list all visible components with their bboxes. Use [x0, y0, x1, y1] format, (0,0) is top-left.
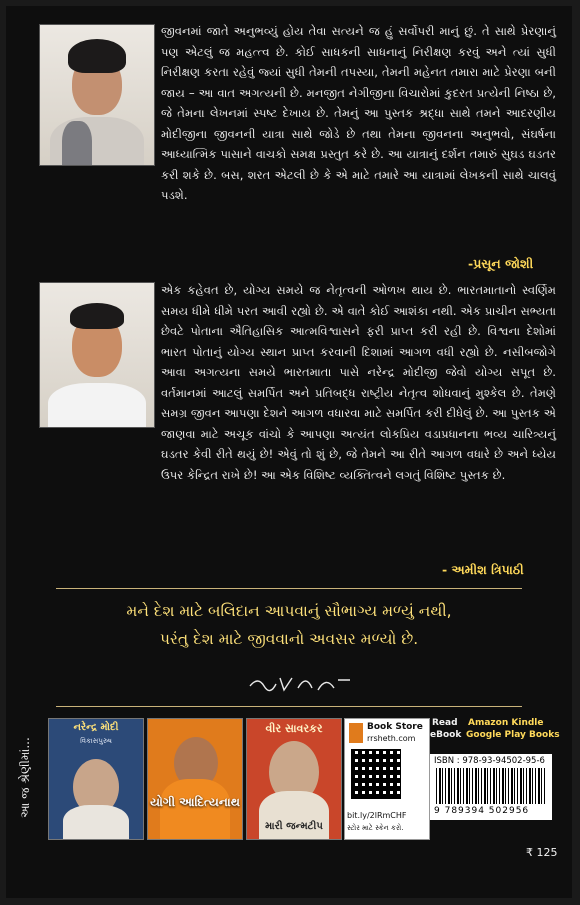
divider-bottom	[56, 706, 522, 707]
endorsement-signature-1: -પ્રસૂન જોશી	[468, 256, 534, 271]
book-cover-savarkar	[246, 718, 342, 840]
book-cover-modi	[48, 718, 144, 840]
book-title-3: વીર સાવરકર	[265, 722, 323, 735]
store-url: rrsheth.com	[367, 734, 416, 743]
ebook-platform-2: Google Play Books	[466, 730, 560, 740]
store-logo-icon	[349, 723, 363, 743]
ebook-platform-1: Amazon Kindle	[468, 718, 544, 728]
isbn-text: ISBN : 978-93-94502-95-6	[434, 756, 545, 766]
store-short-link[interactable]: bit.ly/2lRmCHF	[347, 811, 407, 820]
book-subtitle-1: વિકાસપુરુષ	[80, 737, 112, 745]
barcode-number: 9 789394 502956	[434, 806, 530, 816]
qr-code-icon[interactable]	[351, 749, 401, 799]
quote-line-2: પરંતુ દેશ માટે જીવવાનો અવસર મળ્યો છે.	[159, 630, 419, 648]
book-cover-yogi	[147, 718, 243, 840]
quote-line-1: મને દેશ માટે બલિદાન આપવાનું સૌભાગ્ય મળ્યું નથી,	[126, 602, 452, 620]
book-title-2: યોગી આદિત્યનાથ	[150, 795, 240, 809]
store-scan-note: સ્ટોર માટે સ્કેન કરો.	[347, 824, 404, 832]
barcode-block	[430, 754, 552, 820]
barcode-icon	[436, 768, 546, 804]
author-photo-amish	[39, 282, 155, 428]
book-subtitle-3: મારી જન્મટીપ	[265, 821, 323, 832]
handwritten-signature	[246, 670, 356, 696]
book-title-1: નરેન્દ્ર મોદી	[73, 722, 119, 733]
ebook-line-1: Read	[432, 718, 458, 728]
endorsement-paragraph-2: એક કહેવત છે, યોગ્ય સમયે જ નેતૃત્વની ઓળખ થાય છે. ભારતમાતાનો સ્વર્ણિમ સમય ધીમે ધીમે પરત આવી રહ્યો છે. એ વાતે કોઈ આશંકા નથી. એક પ્રાચીન સભ્યતા છેવટે પોતાના ઐતિહાસિક આત્મવિશ્વાસને ફરી પ્રાપ્ત કરી રહી છે. વિશ્વના દેશોમાં ભારત પોતાનું યોગ્ય સ્થાન પ્રાપ્ત કરવાની દિશામાં આગળ વધી રહ્યો છે. નસીબજોગે આવા અગત્યના સમયે ભારતમાતા પાસે નરેન્દ્ર મોદીજી જેવો યોગ્ય સપૂત છે. વર્તમાનમાં આટલું સમર્પિત અને પ્રતિબદ્ધ રાષ્ટ્રીય નેતૃત્વ શોધવાનું મુશ્કેલ છે. તેમણે સમગ્ર જીવન આપણા દેશને આગળ વધારવા માટે સમર્પિત કરી દીધેલું છે. આ પુસ્તક એ જાણવા માટે અચૂક વાંચો કે આપણા અત્યંત લોકપ્રિય વડાપ્રધાનના ભવ્ય ચારિત્ર્યનું ઘડતર કેવી રીતે થયું છે! એવું તો શું છે, જે તેમને આ રીતે આગળ વધારે છે અને ધ્યેય ઉપર કેન્દ્રિત રાખે છે! આ એક વિશિષ્ટ વ્યક્તિત્વને લગતું વિશિષ્ટ પુસ્તક છે.	[161, 283, 556, 482]
series-label: આ જ શ્રેણીમાં...	[18, 737, 32, 819]
store-name: Book Store	[367, 722, 423, 732]
endorsement-paragraph-1: જીવનમાં જાતે અનુભવ્યું હોય તેવા સત્યને જ હું સર્વોપરી માનું છું. તે સાથે પ્રેરણાનું પણ એટલું જ મહત્ત્વ છે. કોઈ સાધકની સાધનાનું નિરીક્ષણ કરવું અને ત્યાં સુધી નિરીક્ષણ કરતા રહેવું જ્યાં સુધી તેમની તપસ્યા, તેમની મહેનત તમારા માટે પ્રેરણા બની જાય – આ વાત અગત્યની છે. મનજીત નેગીજીના વિચારોમાં કુદરત પ્રત્યેની નિષ્ઠા છે, જે તેમના લેખનમાં સ્પષ્ટ દેખાય છે. તેમનું આ પુસ્તક શ્રદ્ધા સાથે તમને આદરણીય મોદીજીના જીવનની યાત્રા સાથે જોડે છે તથા તેમના જીવનના અનુભવો, સંઘર્ષના આધ્યાત્મિક પાસાને વાચકો સમક્ષ પ્રસ્તુત કરે છે. આ યાત્રાનું દર્શન તમારું સુઘડ ઘડતર કરી શકે છે. બસ, શરત એટલી છે કે એ માટે તમારે આ યાત્રામાં લેખકની સાથે ચાલવું પડશે.	[161, 24, 557, 202]
divider-top	[56, 588, 522, 589]
ebook-line-2: eBook	[430, 730, 462, 740]
endorsement-signature-2: - અમીશ ત્રિપાઠી	[442, 562, 524, 577]
price: ₹ 125	[526, 846, 558, 859]
store-qr-block[interactable]	[344, 718, 430, 840]
author-photo-prasoon	[39, 24, 155, 166]
back-cover	[6, 6, 572, 898]
